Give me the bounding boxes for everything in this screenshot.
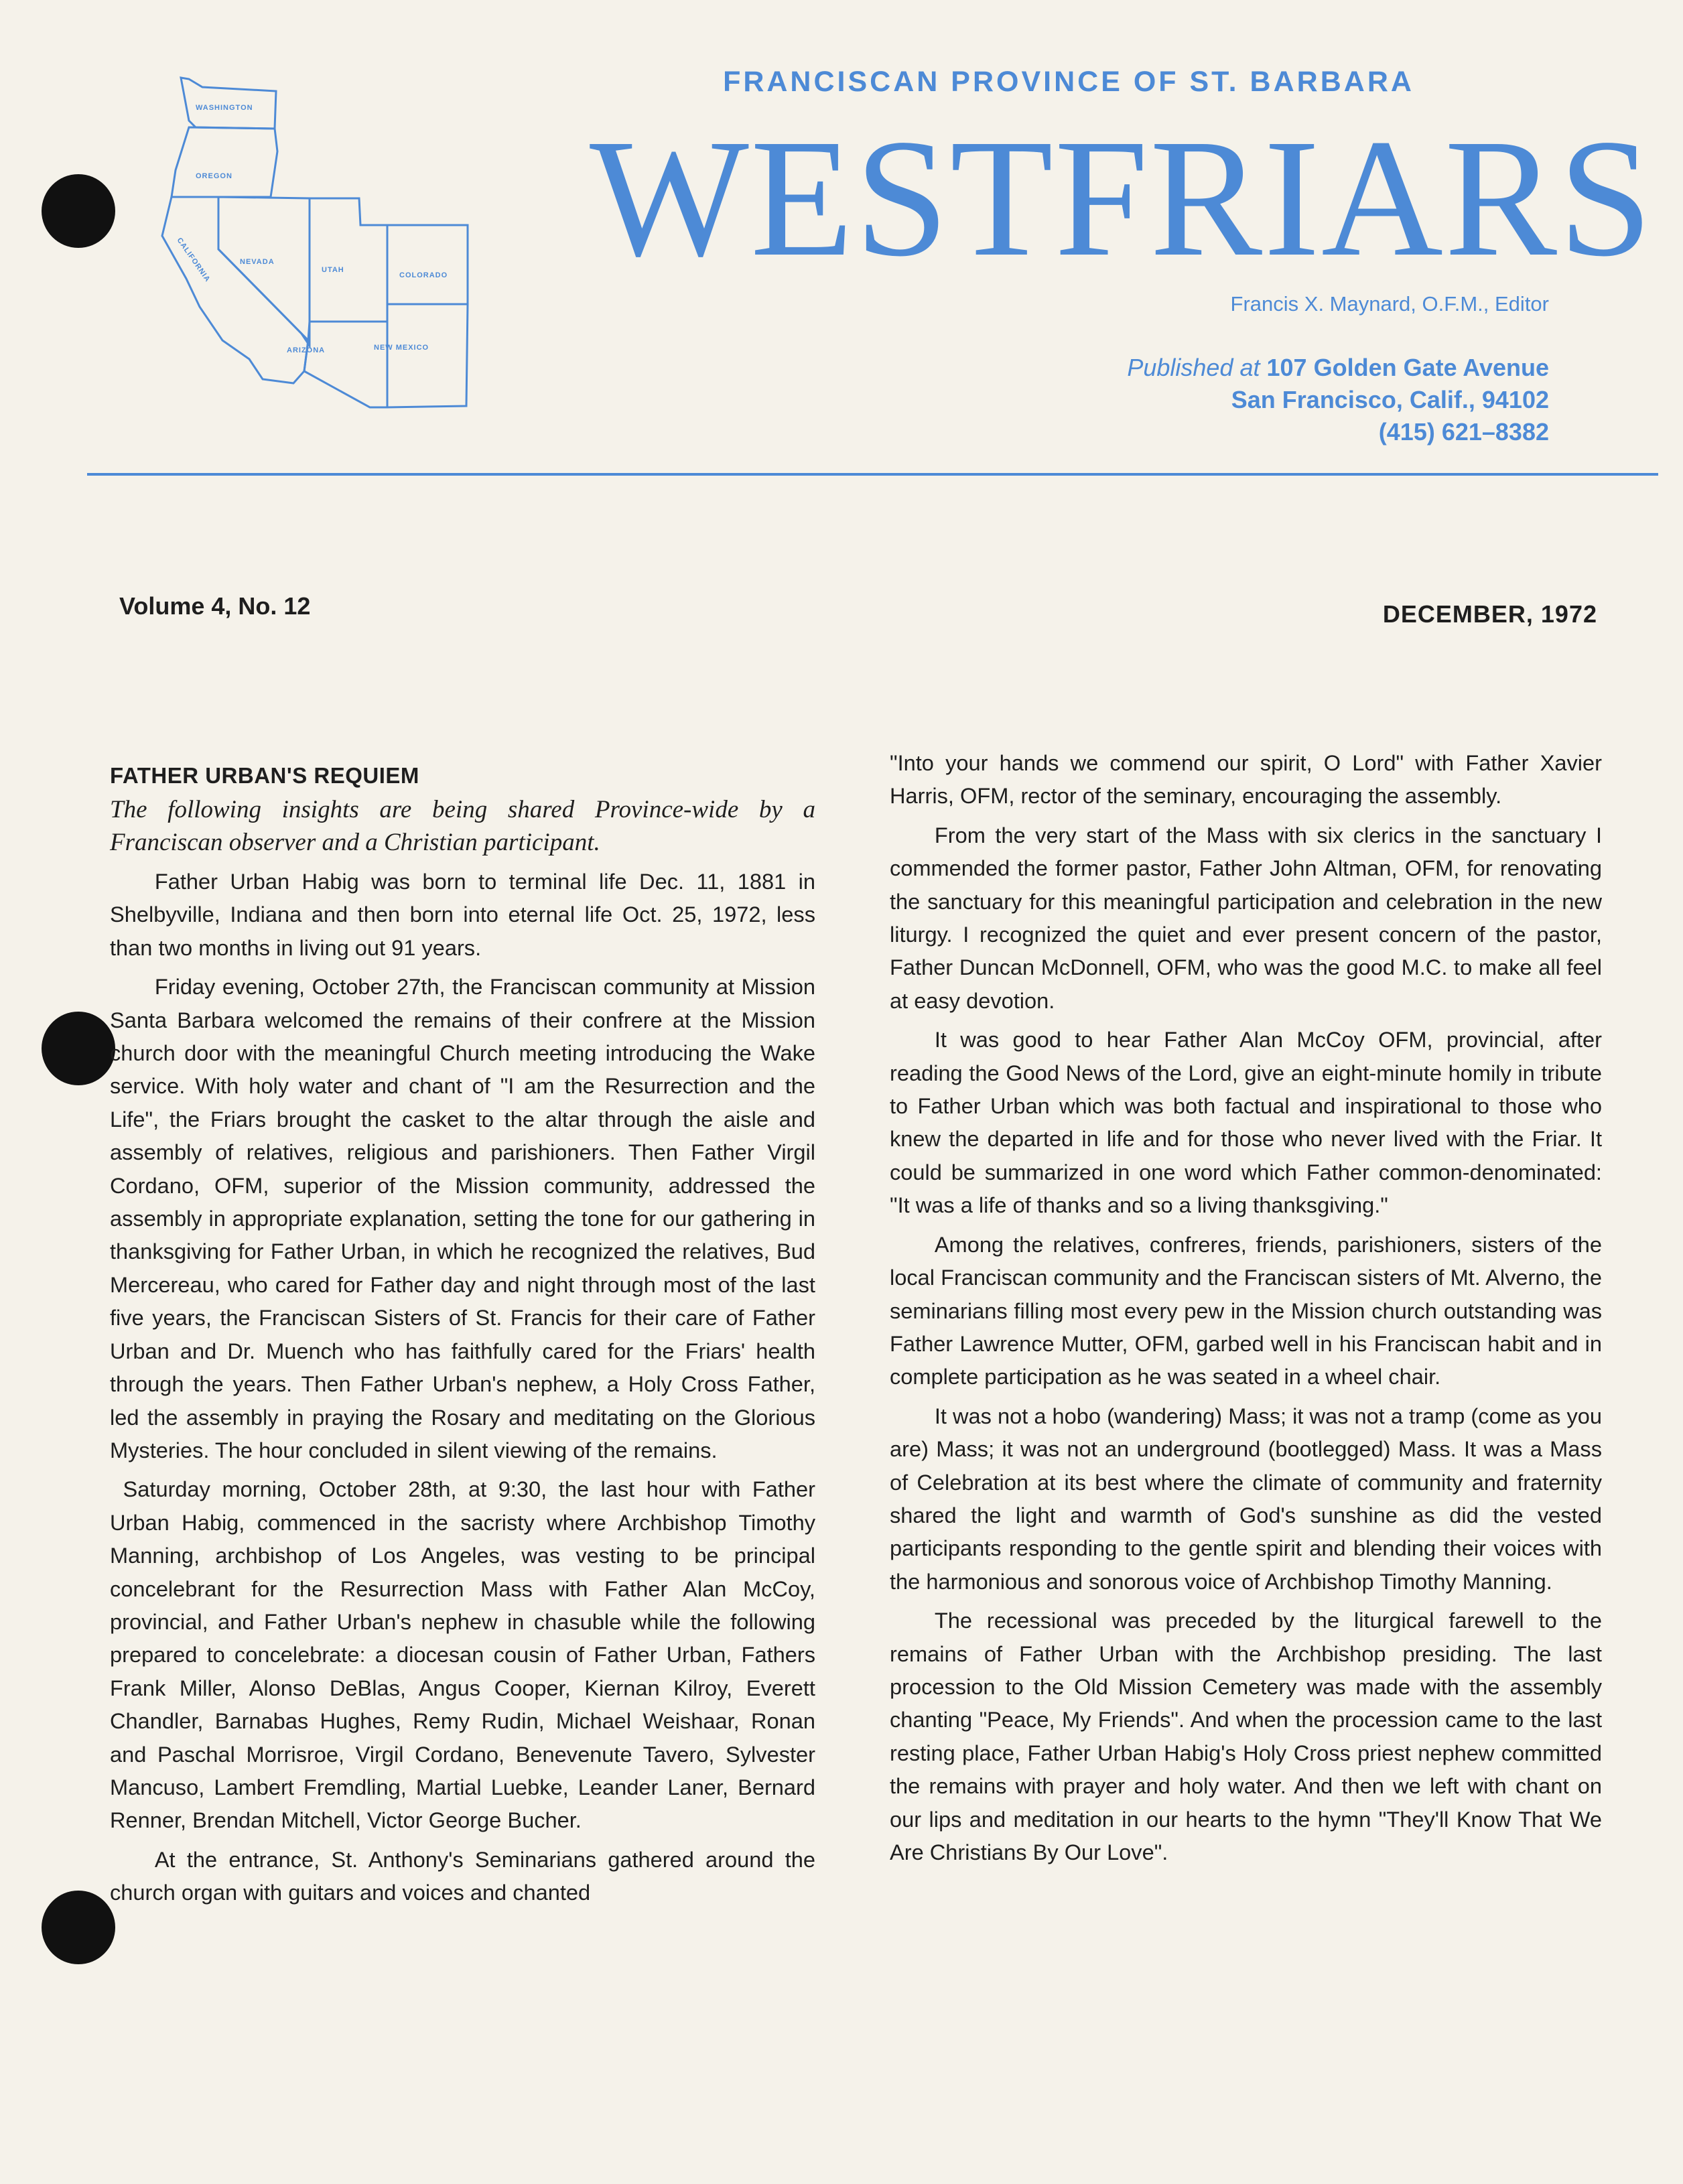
newsletter-title: WESTFRIARS <box>590 104 1654 291</box>
address-line-1: 107 Golden Gate Avenue <box>1266 354 1549 381</box>
map-oregon <box>172 127 277 197</box>
header-divider <box>87 473 1658 476</box>
western-states-map <box>149 64 477 413</box>
article-paragraph: Among the relatives, confreres, friends, parishioners, sisters of the local Franciscan community and the Franciscan sisters of Mt. Alverno, the seminarians filling most every pew in the Mission church outstanding was Father Lawrence Mutter, OFM, garbed well in his Franciscan habit and in complete participation as he was seated in a wheel chair. <box>890 1231 1602 1389</box>
article-paragraph: From the very start of the Mass with six clerics in the sanctuary I commended the former pastor, Father John Altman, OFM, for renovating the sanctuary for this meaningful participation and celebration in the new liturgy. I recognized the quiet and ever present concern of the pastor, Father Duncan McDonnell, OFM, who was the good M.C. to make all feel at easy devotion. <box>890 822 1602 1013</box>
article-paragraph: The recessional was preceded by the liturgical farewell to the remains of Father Urban with the Archbishop presiding. The last procession to the Old Mission Cemetery was made with the assembly chanting "Peace, My Friends". And when the procession came to the last resting place, Father Urban Habig's Holy Cross priest nephew committed the remains with prayer and holy water. And then we left with chant on our lips and meditation in our hearts to the hymn "They'll Know That We Are Christians By Our Love". <box>890 1608 1602 1864</box>
map-label-new-mexico: NEW MEXICO <box>374 344 429 352</box>
map-label-oregon: OREGON <box>196 172 232 180</box>
article-paragraph: At the entrance, St. Anthony's Seminarians gathered around the church organ with guitars and voices and chanted <box>110 1846 815 1905</box>
map-label-california: CALIFORNIA <box>175 236 212 284</box>
map-washington <box>181 78 276 129</box>
article-paragraph: Friday evening, October 27th, the Franciscan community at Mission Santa Barbara welcomed the remains of their confrere at the Mission church door with the meaningful Church meeting introducing the Wake service. With holy water and chant of "I am the Resurrection and the Life", the Friars brought the casket to the altar through the aisle and assembly of relatives, religious and parishioners. Then Father Virgil Cordano, OFM, superior of the Mission community, addressed the assembly in appropriate explanation, setting the tone for our gathering in thanksgiving for Father Urban, in which he recognized the relatives, Bud Mercereau, who cared for Father day and night through most of the last five years, the Franciscan Sisters of St. Francis for their care of Father Urban and Dr. Muench who has faithfully cared for the Friars' health through the years. Then Father Urban's nephew, a Holy Cross Father, led the assembly in praying the Rosary and meditating on the Glorious Mysteries. The hour concluded in silent viewing of the remains. <box>110 974 815 1462</box>
article-paragraph: "Into your hands we commend our spirit, O Lord" with Father Xavier Harris, OFM, rector of the seminary, encouraging the assembly. <box>890 750 1602 809</box>
binder-hole-top <box>42 174 115 248</box>
map-label-nevada: NEVADA <box>240 258 275 266</box>
map-label-colorado: COLORADO <box>399 271 448 279</box>
map-nevada <box>218 197 310 346</box>
map-label-washington: WASHINGTON <box>196 104 253 112</box>
publisher-address <box>1127 352 1549 448</box>
article-paragraph: Father Urban Habig was born to terminal life Dec. 11, 1881 in Shelbyville, Indiana and then born into eternal life Oct. 25, 1972, less than two months in living out 91 years. <box>110 869 815 960</box>
map-california <box>162 197 308 383</box>
binder-hole-bottom <box>42 1891 115 1964</box>
map-utah <box>310 198 387 322</box>
map-label-utah: UTAH <box>322 266 344 274</box>
map-new-mexico <box>387 304 468 407</box>
published-label: Published at <box>1127 354 1260 381</box>
article-column-right <box>890 746 1602 1868</box>
map-label-arizona: ARIZONA <box>287 346 326 354</box>
binder-hole-middle <box>42 1012 115 1085</box>
issue-date: DECEMBER, 1972 <box>1382 600 1597 628</box>
province-name: FRANCISCAN PROVINCE OF ST. BARBARA <box>723 66 1414 98</box>
editor-credit: Francis X. Maynard, O.F.M., Editor <box>1230 292 1549 316</box>
map-arizona <box>304 322 387 407</box>
address-line-2: San Francisco, Calif., 94102 <box>1231 386 1549 413</box>
article-headline: FATHER URBAN'S REQUIEM <box>110 763 419 788</box>
volume-number: Volume 4, No. 12 <box>119 592 311 620</box>
article-paragraph: It was good to hear Father Alan McCoy OFM, provincial, after reading the Good News of the Lord, give an eight-minute homily in tribute to Father Urban which was both factual and inspirational to those who knew the departed in life and for those who never lived with the Friar. It could be summarized in one word which Father common-denominated: "It was a life of thanks and so a living thanksgiving." <box>890 1027 1602 1218</box>
article-intro: The following insights are being shared Province-wide by a Franciscan observer and a Christian participant. <box>110 796 815 856</box>
article-paragraph: It was not a hobo (wandering) Mass; it was not a tramp (come as you are) Mass; it was not an underground (bootlegged) Mass. It was a Mass of Celebration at its best where the climate of community and fraternity shared the light and warmth of God's sunshine as did the vested participants responding to the gentle spirit and blending their voices with the harmonious and sonorous voice of Archbishop Timothy Manning. <box>890 1403 1602 1594</box>
article-column-left <box>110 758 815 1909</box>
map-colorado <box>387 225 468 304</box>
article-paragraph: Saturday morning, October 28th, at 9:30, the last hour with Father Urban Habig, commenced in the sacristy where Archbishop Timothy Manning, archbishop of Los Angeles, was vesting to be principal concelebrant for the Resurrection Mass with Father Alan McCoy, provincial, and Father Urban's nephew in chasuble while the following prepared to concelebrate: a diocesan cousin of Father Urban, Fathers Frank Miller, Alonso DeBlas, Angus Cooper, Kiernan Kilroy, Everett Chandler, Barnabas Hughes, Remy Rudin, Michael Weishaar, Ronan and Paschal Morrisroe, Virgil Cordano, Benevenute Tavero, Sylvester Mancuso, Lambert Fremdling, Martial Luebke, Leander Laner, Bernard Renner, Brendan Mitchell, Victor George Bucher. <box>110 1477 815 1833</box>
phone-number: (415) 621–8382 <box>1378 418 1549 446</box>
